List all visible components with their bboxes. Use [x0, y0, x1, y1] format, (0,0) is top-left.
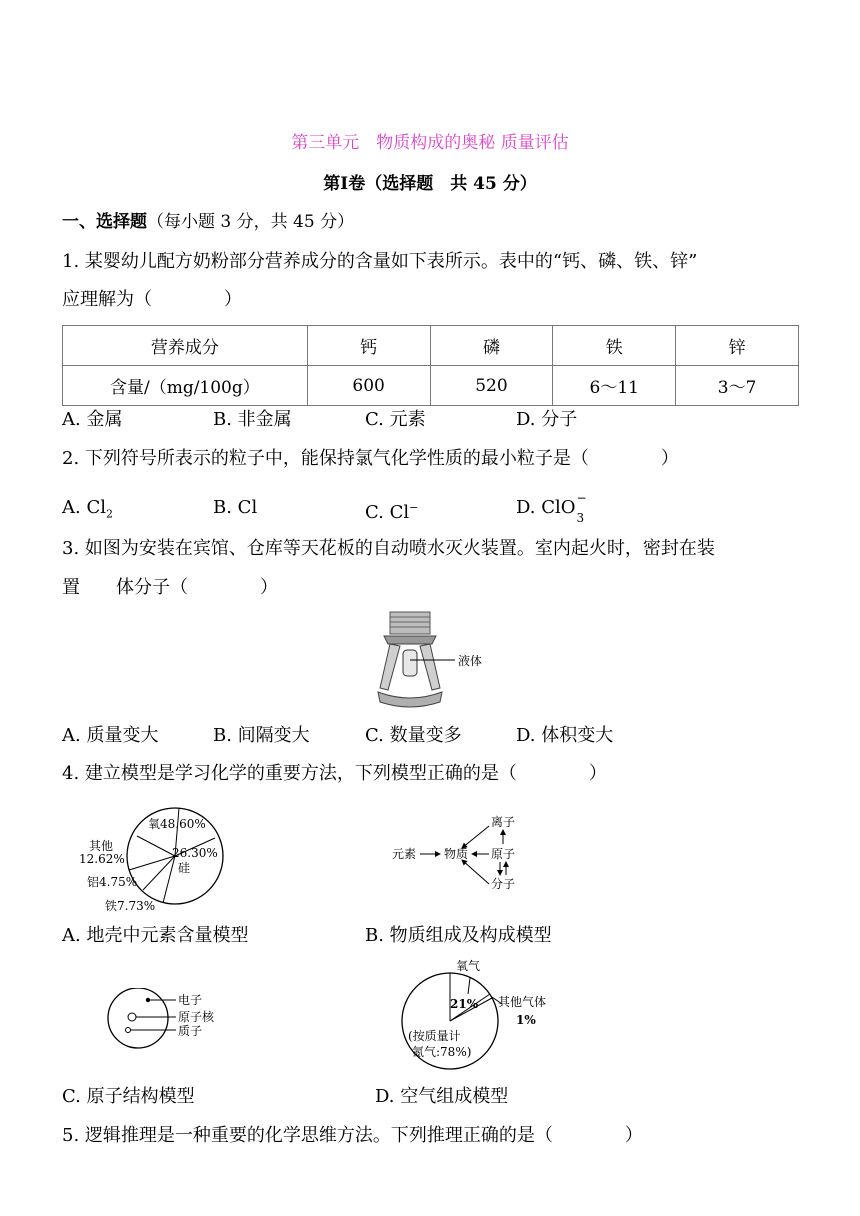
section-label: 一、选择题 — [62, 212, 147, 232]
q2-option-a — [62, 496, 113, 527]
composition-diagram — [390, 812, 550, 892]
crust-oxygen-label: 氧48.60% — [148, 817, 206, 831]
q2-c-superscript: − — [409, 501, 419, 514]
nutrition-table — [62, 325, 799, 406]
q1-option-a: A. 金属 — [62, 409, 123, 430]
air-basis-label: (按质量计 — [408, 1029, 461, 1043]
table-cell: 含量/（mg/100g） — [63, 366, 308, 406]
q2-option-d — [516, 491, 588, 525]
atom-structure-figure — [100, 988, 230, 1052]
q5-stem: 5. 逻辑推理是一种重要的化学思维方法。下列推理正确的是（ ） — [62, 1125, 643, 1146]
air-oxygen-label: 氧气 — [456, 959, 481, 973]
proton-label: 质子 — [178, 1024, 203, 1038]
air-other-pct: 1% — [516, 1013, 536, 1027]
q3-stem-line2: 置 体分子（ ） — [62, 577, 278, 598]
table-cell: 3～7 — [676, 366, 799, 406]
crust-other-value: 12.62% — [79, 852, 125, 866]
table-header-cell: 营养成分 — [63, 326, 308, 366]
table-header-row — [63, 326, 799, 366]
q1-stem-line1: 1. 某婴幼儿配方奶粉部分营养成分的含量如下表所示。表中的“钙、磷、铁、锌” — [62, 251, 698, 272]
table-cell: 520 — [430, 366, 553, 406]
air-oxygen-pct: 21% — [450, 997, 479, 1011]
q3-option-b: B. 间隔变大 — [213, 725, 310, 746]
q2-d-text: D. ClO — [516, 497, 576, 518]
section-heading — [62, 210, 354, 234]
section-note: （每小题 3 分，共 45 分） — [147, 212, 355, 232]
table-row — [63, 366, 799, 406]
q4-option-d: D. 空气组成模型 — [375, 1086, 509, 1107]
table-cell: 6～11 — [553, 366, 676, 406]
table-cell: 600 — [307, 366, 430, 406]
air-nitrogen-label: 氮气:78%) — [412, 1045, 472, 1059]
crust-fe-label: 铁7.73% — [105, 899, 156, 913]
crust-silicon-value: 26.30% — [172, 846, 218, 860]
q3-option-d: D. 体积变大 — [516, 725, 614, 746]
sprinkler-icon — [378, 612, 455, 707]
q4-option-b: B. 物质组成及构成模型 — [365, 925, 552, 946]
crust-al-label: 铝4.75% — [87, 875, 138, 889]
nucleus-label: 原子核 — [178, 1010, 215, 1024]
element-label: 元素 — [392, 847, 417, 861]
q2-a-text: A. Cl — [62, 497, 106, 518]
q2-option-b: B. Cl — [213, 497, 258, 518]
unit-title: 第三单元 物质构成的奥秘 质量评估 — [291, 133, 569, 153]
table-header-cell: 锌 — [676, 326, 799, 366]
sprinkler-figure — [370, 608, 490, 712]
table-header-cell: 铁 — [553, 326, 676, 366]
q1-option-d: D. 分子 — [516, 409, 578, 430]
substance-label: 物质 — [444, 847, 469, 861]
molecule-label: 分子 — [491, 877, 516, 891]
air-other-label: 其他气体 — [498, 995, 547, 1009]
air-pie-figure — [400, 956, 580, 1076]
volume-title: 第Ⅰ卷（选择题 共 45 分） — [323, 174, 537, 194]
q4-option-c: C. 原子结构模型 — [62, 1086, 195, 1107]
q2-stem: 2. 下列符号所表示的粒子中，能保持氯气化学性质的最小粒子是（ ） — [62, 448, 679, 469]
q4-stem: 4. 建立模型是学习化学的重要方法，下列模型正确的是（ ） — [62, 763, 607, 784]
atom-label: 原子 — [491, 847, 516, 861]
q3-option-c: C. 数量变多 — [365, 725, 462, 746]
q1-option-c: C. 元素 — [365, 409, 426, 430]
q2-a-subscript: 2 — [105, 507, 113, 521]
liquid-label: 液体 — [458, 654, 483, 668]
q1-stem-line2: 应理解为（ ） — [62, 289, 242, 310]
q2-option-c — [365, 496, 418, 525]
q1-option-b: B. 非金属 — [213, 409, 292, 430]
q2-d-subscript: 3 — [576, 511, 585, 525]
crust-silicon-name: 硅 — [178, 861, 191, 875]
q4-option-a: A. 地壳中元素含量模型 — [62, 925, 249, 946]
q2-c-text: C. Cl — [365, 502, 410, 523]
crust-pie-figure — [75, 800, 235, 915]
q2-d-superscript: − — [576, 491, 587, 505]
electron-label: 电子 — [178, 993, 203, 1007]
q3-option-a: A. 质量变大 — [62, 725, 159, 746]
table-header-cell: 钙 — [307, 326, 430, 366]
q3-stem-line1: 3. 如图为安装在宾馆、仓库等天花板的自动喷水灭火装置。室内起火时，密封在装 — [62, 538, 715, 559]
table-header-cell: 磷 — [430, 326, 553, 366]
ion-label: 离子 — [491, 815, 516, 829]
crust-other-name: 其他 — [89, 839, 114, 853]
